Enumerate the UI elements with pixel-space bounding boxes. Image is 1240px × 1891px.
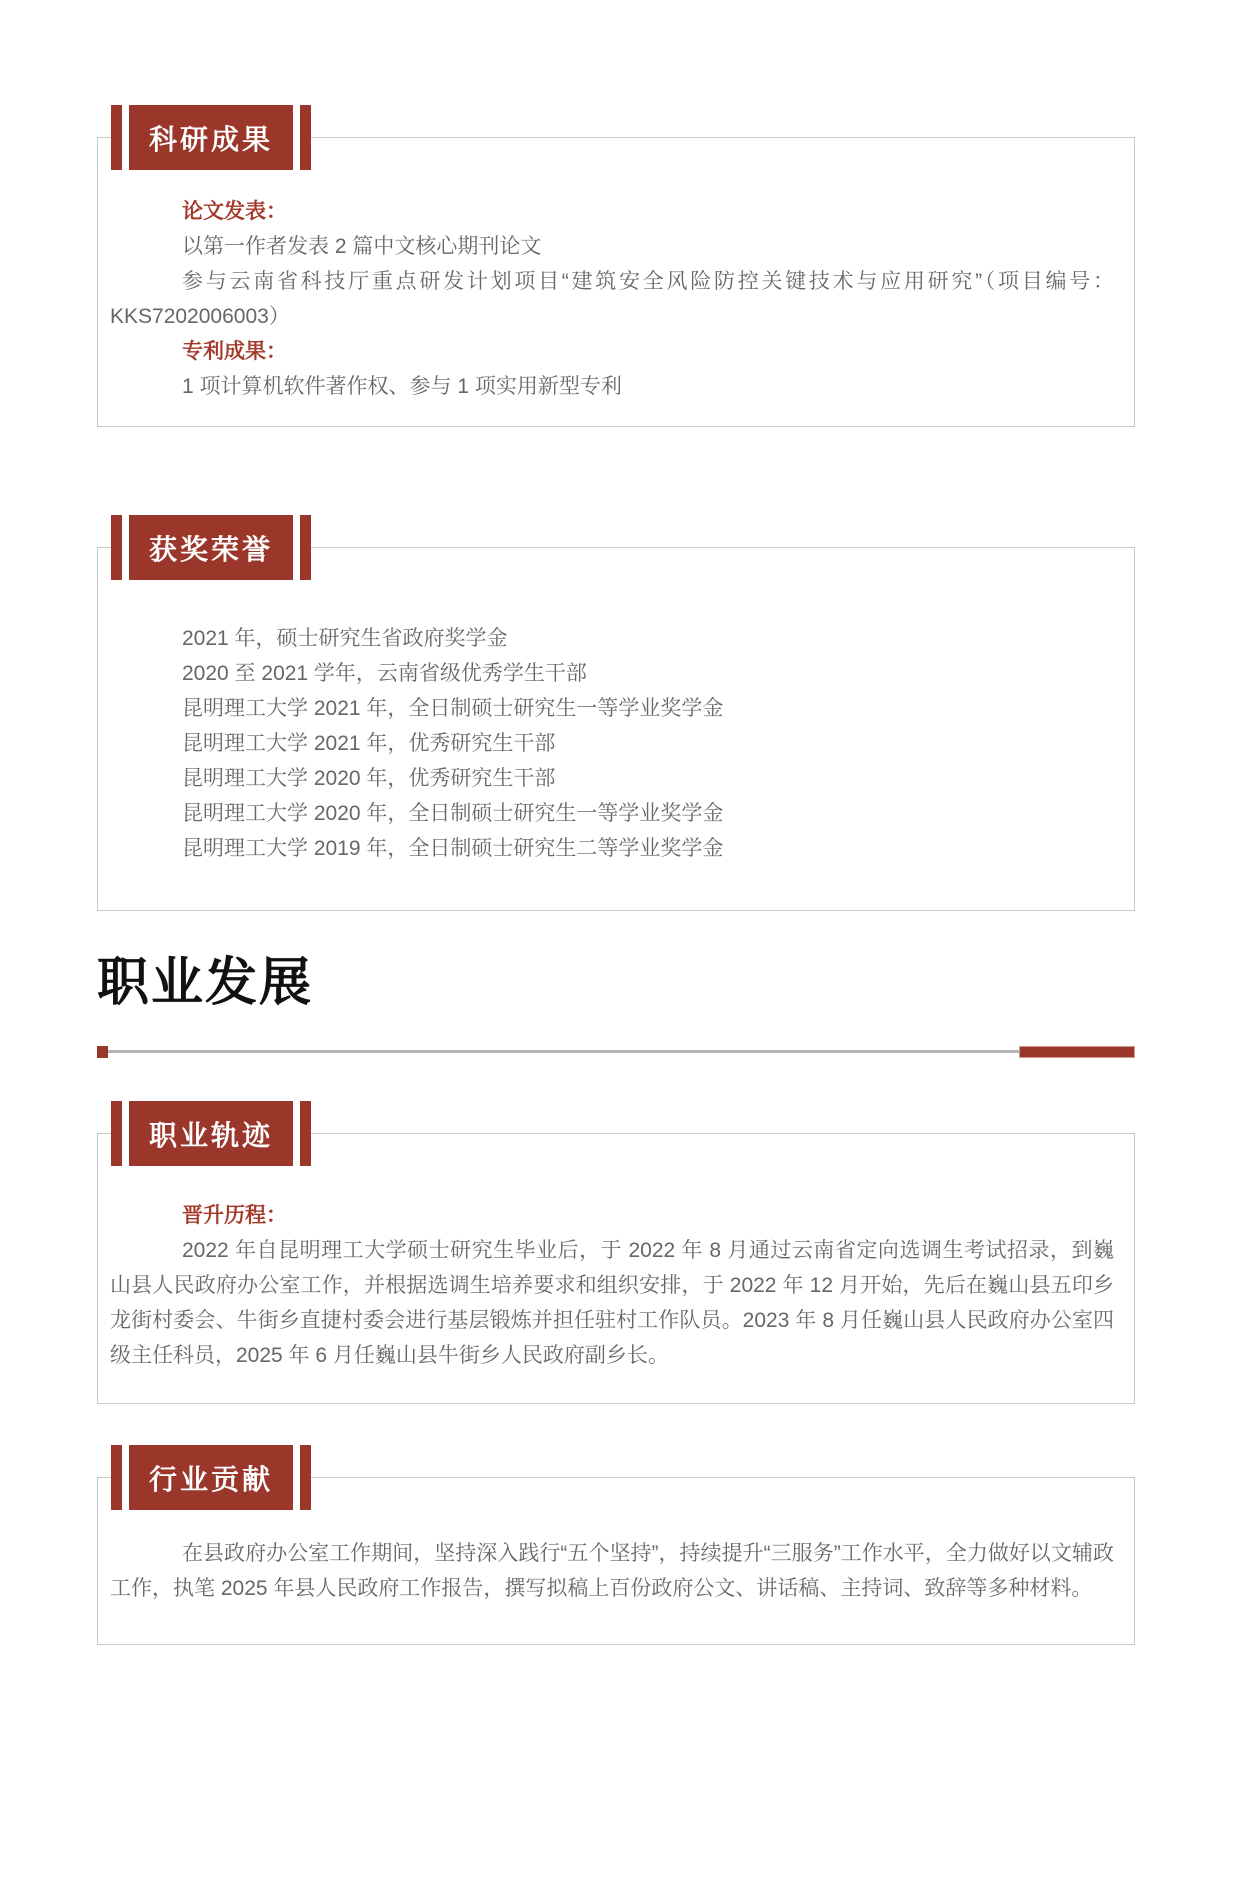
award-item: 2021 年，硕士研究生省政府奖学金 (182, 627, 508, 650)
industry-contribution-body (110, 1536, 1114, 1606)
career-track-body (110, 1198, 1114, 1373)
award-item: 昆明理工大学 2020 年，优秀研究生干部 (182, 767, 556, 790)
patent-item: 1 项计算机软件著作权、参与 1 项实用新型专利 (182, 375, 622, 398)
award-item: 昆明理工大学 2020 年，全日制硕士研究生一等学业奖学金 (182, 802, 724, 825)
award-item: 昆明理工大学 2021 年，全日制硕士研究生一等学业奖学金 (182, 697, 724, 720)
award-item: 昆明理工大学 2019 年，全日制硕士研究生二等学业奖学金 (182, 837, 724, 860)
content-column (97, 123, 1135, 1645)
divider-line (108, 1050, 1020, 1053)
research-achievements-card (97, 123, 1135, 427)
document-page (0, 123, 1240, 1891)
research-achievements-body (110, 194, 1114, 404)
promotion-paragraph: 2022 年自昆明理工大学硕士研究生毕业后，于 2022 年 8 月通过云南省定向选调生考试招录，到巍山县人民政府办公室工作，并根据选调生培养要求和组织安排，于 2022 年 12 月开始，先后在巍山县五印乡龙街村委会、牛街乡直捷村委会进行基层锻炼并担任驻村工作队员。2023 年 8 月任巍山县人民政府办公室四级主任科员，2025 年 6 月任巍山县牛街乡人民政府副乡长。 (110, 1239, 1114, 1367)
divider-right-bar-icon (1019, 1046, 1135, 1058)
badge-ribbon-notch-right-icon (293, 1098, 300, 1169)
career-track-badge (111, 1101, 311, 1166)
award-item: 昆明理工大学 2021 年，优秀研究生干部 (182, 732, 556, 755)
paper-item: 参与云南省科技厅重点研发计划项目“建筑安全风险防控关键技术与应用研究”（项目编号：KKS7202006003） (110, 270, 1114, 328)
heading-divider (97, 1046, 1135, 1058)
research-achievements-badge-label: 科研成果 (148, 123, 273, 155)
promotion-subheading: 晋升历程： (182, 1204, 287, 1227)
awards-honors-badge (111, 515, 311, 580)
divider-left-square-icon (97, 1046, 108, 1058)
badge-ribbon-notch-left-icon (122, 1098, 129, 1169)
career-track-badge-label: 职业轨迹 (148, 1119, 273, 1151)
career-development-heading: 职业发展 (97, 954, 314, 1012)
research-achievements-badge (111, 105, 311, 170)
badge-ribbon-notch-right-icon (293, 102, 300, 173)
badge-ribbon-notch-left-icon (122, 1442, 129, 1513)
badge-ribbon-notch-right-icon (293, 512, 300, 583)
papers-subheading: 论文发表： (182, 200, 287, 223)
award-item: 2020 至 2021 学年，云南省级优秀学生干部 (182, 662, 587, 685)
awards-honors-badge-label: 获奖荣誉 (148, 533, 273, 565)
paper-item: 以第一作者发表 2 篇中文核心期刊论文 (182, 235, 542, 258)
career-track-card (97, 1119, 1135, 1404)
awards-honors-card (97, 533, 1135, 911)
patents-subheading: 专利成果： (182, 340, 287, 363)
badge-ribbon-notch-left-icon (122, 102, 129, 173)
awards-honors-body (110, 621, 1114, 866)
badge-ribbon-notch-left-icon (122, 512, 129, 583)
industry-contribution-badge-label: 行业贡献 (148, 1463, 273, 1495)
contribution-paragraph: 在县政府办公室工作期间，坚持深入践行“五个坚持”，持续提升“三服务”工作水平，全力做好以文辅政工作，执笔 2025 年县人民政府工作报告，撰写拟稿上百份政府公文、讲话稿、主持词、致辞等多种材料。 (110, 1542, 1114, 1600)
industry-contribution-card (97, 1463, 1135, 1645)
industry-contribution-badge (111, 1445, 311, 1510)
badge-ribbon-notch-right-icon (293, 1442, 300, 1513)
